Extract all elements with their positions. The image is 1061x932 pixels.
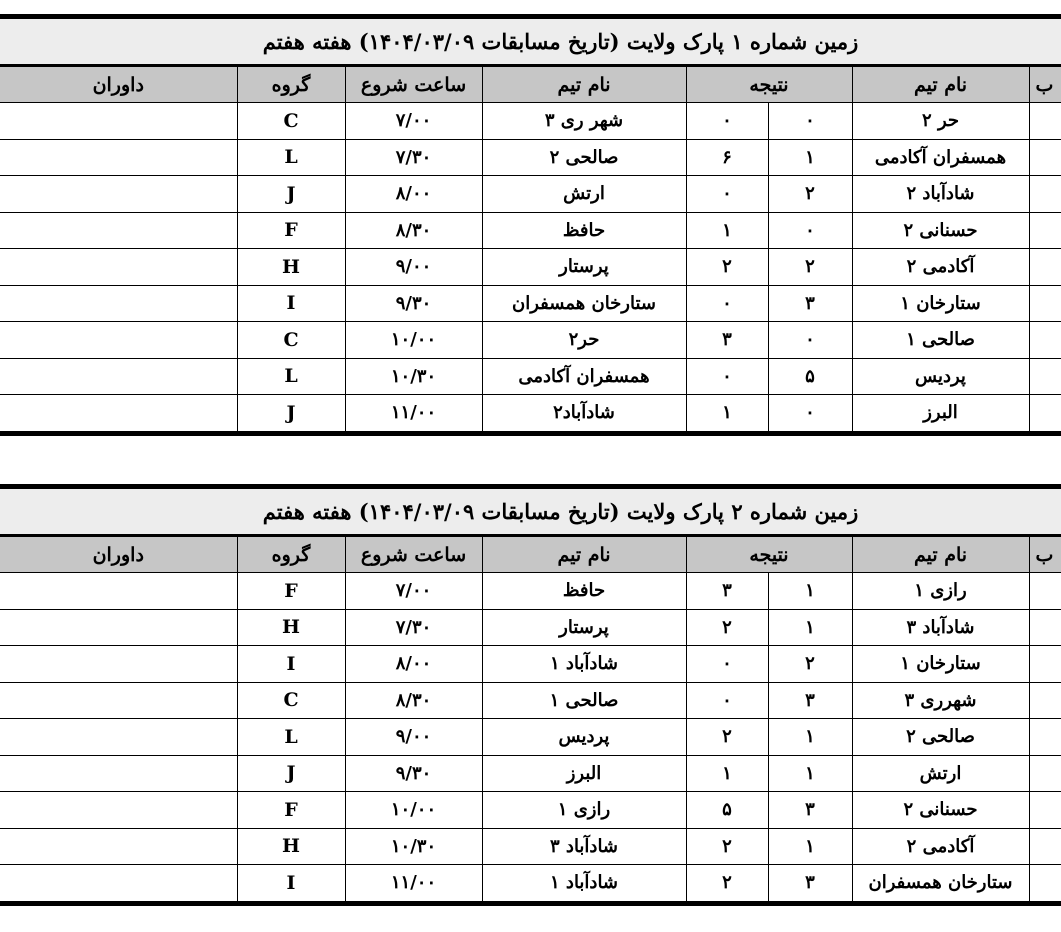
away-score-cell: ۳	[686, 573, 768, 610]
away-team-cell: حافظ	[482, 212, 686, 249]
field-2-schedule	[0, 484, 1061, 906]
edge-cell	[1029, 395, 1061, 434]
group-cell: L	[237, 139, 345, 176]
away-score-cell: ۲	[686, 828, 768, 865]
away-team-cell: پردیس	[482, 719, 686, 756]
home-team-cell: صالحی ۱	[852, 322, 1029, 359]
header-start-time: ساعت شروع	[345, 67, 482, 103]
edge-cell	[1029, 103, 1061, 140]
start-time-cell: ۱۰/۰۰	[345, 322, 482, 359]
edge-cell	[1029, 358, 1061, 395]
edge-cell	[1029, 828, 1061, 865]
home-score-cell: ۱	[768, 609, 852, 646]
referee-cell	[0, 322, 237, 359]
match-row	[0, 176, 1061, 213]
header-team-name: نام تیم	[852, 67, 1029, 103]
header-team-name: نام تیم	[482, 67, 686, 103]
field-1-title: زمین شماره ۱ پارک ولایت (تاریخ مسابقات ۱۴۰۴/۰۳/۰۹) هفته هفتم	[0, 14, 1061, 66]
away-team-cell: ارتش	[482, 176, 686, 213]
away-score-cell: ۱	[686, 755, 768, 792]
away-team-cell: شادآباد ۱	[482, 646, 686, 683]
away-team-cell: پرستار	[482, 609, 686, 646]
start-time-cell: ۱۱/۰۰	[345, 395, 482, 434]
start-time-cell: ۱۱/۰۰	[345, 865, 482, 904]
edge-cell	[1029, 285, 1061, 322]
referee-cell	[0, 249, 237, 286]
group-cell: C	[237, 322, 345, 359]
edge-cell	[1029, 609, 1061, 646]
group-cell: I	[237, 865, 345, 904]
match-row	[0, 103, 1061, 140]
start-time-cell: ۱۰/۳۰	[345, 828, 482, 865]
home-score-cell: ۳	[768, 792, 852, 829]
start-time-cell: ۷/۰۰	[345, 103, 482, 140]
away-team-cell: شهر ری ۳	[482, 103, 686, 140]
home-team-cell: البرز	[852, 395, 1029, 434]
start-time-cell: ۱۰/۰۰	[345, 792, 482, 829]
referee-cell	[0, 865, 237, 904]
match-row	[0, 249, 1061, 286]
match-row	[0, 212, 1061, 249]
start-time-cell: ۹/۰۰	[345, 719, 482, 756]
referee-cell	[0, 139, 237, 176]
match-row	[0, 322, 1061, 359]
referee-cell	[0, 719, 237, 756]
home-score-cell: ۳	[768, 865, 852, 904]
away-score-cell: ۰	[686, 646, 768, 683]
edge-cell	[1029, 865, 1061, 904]
header-group: گروه	[237, 67, 345, 103]
group-cell: H	[237, 828, 345, 865]
header-edge: ب	[1029, 67, 1061, 103]
group-cell: L	[237, 719, 345, 756]
start-time-cell: ۱۰/۳۰	[345, 358, 482, 395]
referee-cell	[0, 395, 237, 434]
away-score-cell: ۰	[686, 358, 768, 395]
header-row	[0, 67, 1061, 103]
match-row	[0, 646, 1061, 683]
home-score-cell: ۱	[768, 573, 852, 610]
home-team-cell: رازی ۱	[852, 573, 1029, 610]
header-referees: داوران	[0, 67, 237, 103]
home-team-cell: حر ۲	[852, 103, 1029, 140]
match-row	[0, 828, 1061, 865]
home-score-cell: ۲	[768, 646, 852, 683]
match-row	[0, 358, 1061, 395]
away-score-cell: ۵	[686, 792, 768, 829]
start-time-cell: ۸/۳۰	[345, 682, 482, 719]
away-score-cell: ۲	[686, 609, 768, 646]
match-row	[0, 865, 1061, 904]
start-time-cell: ۷/۳۰	[345, 609, 482, 646]
away-score-cell: ۶	[686, 139, 768, 176]
referee-cell	[0, 792, 237, 829]
start-time-cell: ۹/۳۰	[345, 285, 482, 322]
referee-cell	[0, 828, 237, 865]
group-cell: L	[237, 358, 345, 395]
home-team-cell: ستارخان ۱	[852, 646, 1029, 683]
match-row	[0, 139, 1061, 176]
group-cell: I	[237, 285, 345, 322]
home-score-cell: ۲	[768, 176, 852, 213]
match-row	[0, 609, 1061, 646]
away-team-cell: البرز	[482, 755, 686, 792]
group-cell: J	[237, 176, 345, 213]
home-score-cell: ۵	[768, 358, 852, 395]
referee-cell	[0, 609, 237, 646]
referee-cell	[0, 176, 237, 213]
start-time-cell: ۷/۳۰	[345, 139, 482, 176]
header-group: گروه	[237, 537, 345, 573]
away-team-cell: ستارخان همسفران	[482, 285, 686, 322]
match-row	[0, 792, 1061, 829]
start-time-cell: ۹/۰۰	[345, 249, 482, 286]
header-edge: ب	[1029, 537, 1061, 573]
edge-cell	[1029, 212, 1061, 249]
away-team-cell: همسفران آکادمی	[482, 358, 686, 395]
away-team-cell: شادآباد ۱	[482, 865, 686, 904]
group-cell: F	[237, 573, 345, 610]
home-team-cell: آکادمی ۲	[852, 828, 1029, 865]
edge-cell	[1029, 719, 1061, 756]
header-team-name: نام تیم	[852, 537, 1029, 573]
referee-cell	[0, 103, 237, 140]
away-score-cell: ۱	[686, 395, 768, 434]
home-score-cell: ۱	[768, 755, 852, 792]
away-score-cell: ۲	[686, 865, 768, 904]
home-score-cell: ۱	[768, 828, 852, 865]
header-result: نتیجه	[686, 537, 852, 573]
match-row	[0, 395, 1061, 434]
referee-cell	[0, 573, 237, 610]
start-time-cell: ۹/۳۰	[345, 755, 482, 792]
referee-cell	[0, 646, 237, 683]
group-cell: J	[237, 755, 345, 792]
home-team-cell: همسفران آکادمی	[852, 139, 1029, 176]
header-start-time: ساعت شروع	[345, 537, 482, 573]
header-referees: داوران	[0, 537, 237, 573]
away-score-cell: ۰	[686, 285, 768, 322]
home-score-cell: ۱	[768, 139, 852, 176]
edge-cell	[1029, 755, 1061, 792]
away-score-cell: ۰	[686, 103, 768, 140]
field-1-schedule	[0, 14, 1061, 436]
away-score-cell: ۰	[686, 682, 768, 719]
home-team-cell: ستارخان همسفران	[852, 865, 1029, 904]
home-score-cell: ۳	[768, 285, 852, 322]
header-team-name: نام تیم	[482, 537, 686, 573]
away-team-cell: رازی ۱	[482, 792, 686, 829]
edge-cell	[1029, 249, 1061, 286]
edge-cell	[1029, 176, 1061, 213]
group-cell: C	[237, 682, 345, 719]
home-score-cell: ۰	[768, 212, 852, 249]
group-cell: F	[237, 792, 345, 829]
away-team-cell: صالحی ۲	[482, 139, 686, 176]
away-score-cell: ۲	[686, 249, 768, 286]
home-team-cell: ستارخان ۱	[852, 285, 1029, 322]
group-cell: F	[237, 212, 345, 249]
away-team-cell: شادآباد۲	[482, 395, 686, 434]
header-result: نتیجه	[686, 67, 852, 103]
group-cell: I	[237, 646, 345, 683]
start-time-cell: ۸/۰۰	[345, 176, 482, 213]
away-score-cell: ۰	[686, 176, 768, 213]
referee-cell	[0, 212, 237, 249]
home-team-cell: صالحی ۲	[852, 719, 1029, 756]
home-team-cell: حسنانی ۲	[852, 792, 1029, 829]
match-row	[0, 719, 1061, 756]
edge-cell	[1029, 322, 1061, 359]
home-team-cell: ارتش	[852, 755, 1029, 792]
group-cell: H	[237, 609, 345, 646]
home-score-cell: ۱	[768, 719, 852, 756]
home-score-cell: ۳	[768, 682, 852, 719]
away-team-cell: پرستار	[482, 249, 686, 286]
edge-cell	[1029, 682, 1061, 719]
away-score-cell: ۱	[686, 212, 768, 249]
field-1-table	[0, 66, 1061, 436]
start-time-cell: ۸/۰۰	[345, 646, 482, 683]
field-2-table	[0, 536, 1061, 906]
header-row	[0, 537, 1061, 573]
referee-cell	[0, 755, 237, 792]
referee-cell	[0, 682, 237, 719]
group-cell: H	[237, 249, 345, 286]
away-team-cell: حافظ	[482, 573, 686, 610]
home-team-cell: شادآباد ۳	[852, 609, 1029, 646]
edge-cell	[1029, 646, 1061, 683]
match-row	[0, 755, 1061, 792]
edge-cell	[1029, 792, 1061, 829]
home-team-cell: پردیس	[852, 358, 1029, 395]
home-score-cell: ۰	[768, 322, 852, 359]
edge-cell	[1029, 139, 1061, 176]
start-time-cell: ۷/۰۰	[345, 573, 482, 610]
referee-cell	[0, 285, 237, 322]
group-cell: C	[237, 103, 345, 140]
away-score-cell: ۳	[686, 322, 768, 359]
group-cell: J	[237, 395, 345, 434]
edge-cell	[1029, 573, 1061, 610]
field-2-title: زمین شماره ۲ پارک ولایت (تاریخ مسابقات ۱۴۰۴/۰۳/۰۹) هفته هفتم	[0, 484, 1061, 536]
match-row	[0, 682, 1061, 719]
away-score-cell: ۲	[686, 719, 768, 756]
away-team-cell: حر۲	[482, 322, 686, 359]
match-row	[0, 573, 1061, 610]
home-team-cell: شادآباد ۲	[852, 176, 1029, 213]
home-team-cell: آکادمی ۲	[852, 249, 1029, 286]
away-team-cell: شادآباد ۳	[482, 828, 686, 865]
home-team-cell: شهرری ۳	[852, 682, 1029, 719]
away-team-cell: صالحی ۱	[482, 682, 686, 719]
start-time-cell: ۸/۳۰	[345, 212, 482, 249]
home-team-cell: حسنانی ۲	[852, 212, 1029, 249]
home-score-cell: ۰	[768, 395, 852, 434]
home-score-cell: ۲	[768, 249, 852, 286]
home-score-cell: ۰	[768, 103, 852, 140]
match-row	[0, 285, 1061, 322]
referee-cell	[0, 358, 237, 395]
